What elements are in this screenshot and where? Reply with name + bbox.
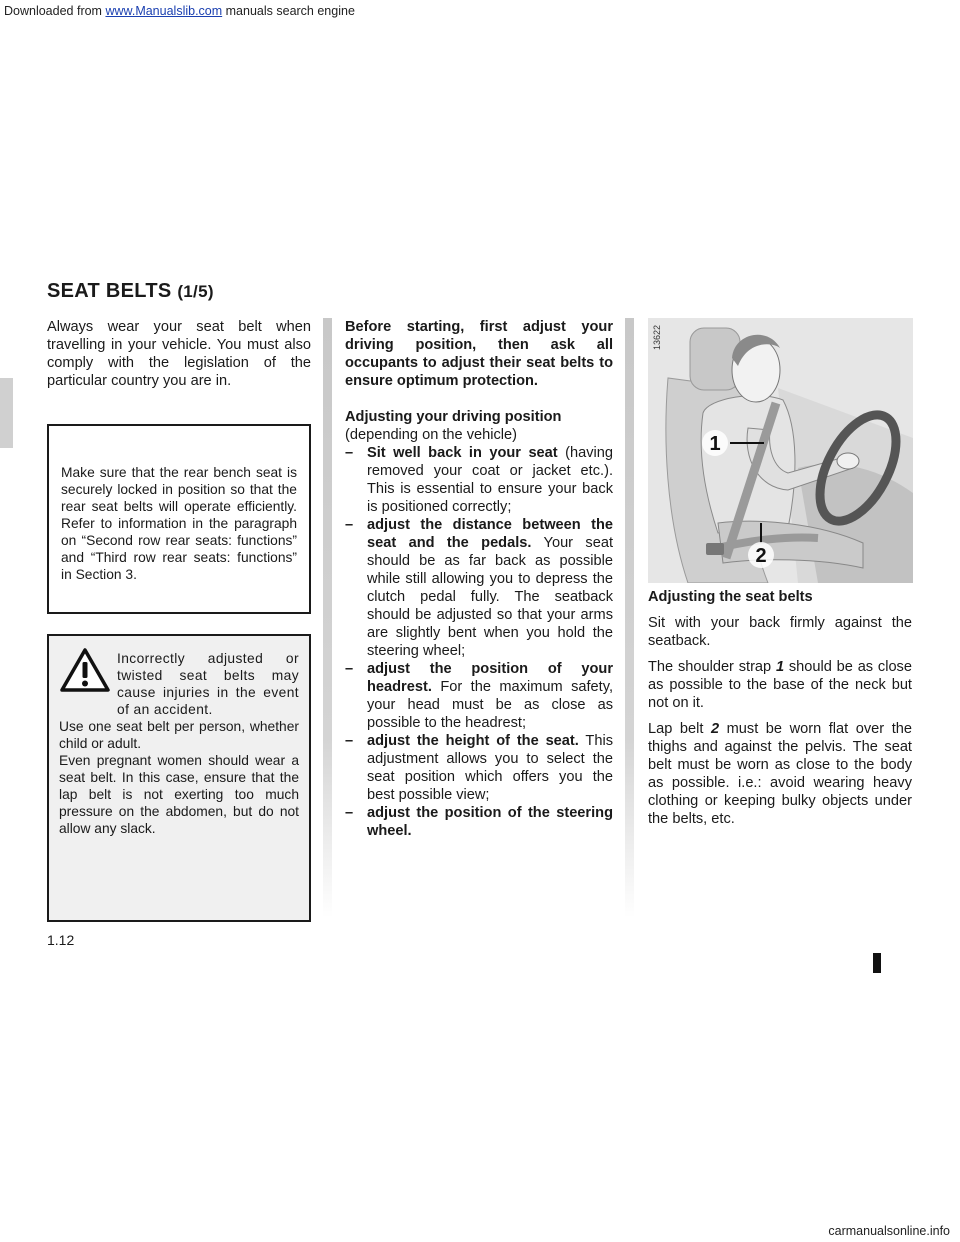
list-dash: – — [345, 805, 354, 821]
callout-2-label: 2 — [755, 545, 767, 567]
page-number: 1.12 — [47, 932, 75, 948]
driver-drawing — [648, 318, 913, 583]
info-box — [47, 424, 311, 614]
list-item-text: (having removed your coat or jacket etc.). This is essential to ensure your back is positioned correctly; — [367, 445, 613, 515]
page-title — [47, 280, 214, 303]
warning-triangle-icon — [59, 646, 111, 694]
p2-text-a: The shoulder strap — [648, 659, 776, 675]
right-paragraph-3 — [648, 720, 912, 828]
download-source-line — [4, 4, 355, 18]
middle-intro: Before starting, first adjust your driving position, then ask all occupants to adjust their seat belts to ensure optimum protection. — [345, 319, 613, 389]
list-dash: – — [345, 733, 354, 749]
p3-ref-number: 2 — [710, 721, 720, 737]
warning-lead: Incorrectly adjusted or twisted seat belts may cause injuries in the event of an accident. — [117, 651, 299, 717]
driving-position-subheading: (depending on the vehicle) — [345, 427, 518, 443]
list-item-text: Your seat should be as far back as possible while still allowing you to depress the clutch pedal fully. The seatback should be adjusted so that your arms are slightly bent when you hold the steering wheel; — [367, 535, 614, 659]
column-divider-left — [323, 318, 332, 918]
p3-text-a: Lap belt — [648, 721, 711, 737]
list-item-bold: adjust the position of the steering wheel. — [367, 805, 613, 839]
driving-position-heading: Adjusting your driving position — [345, 409, 562, 425]
driving-position-section — [345, 318, 613, 840]
right-paragraph-1: Sit with your back firmly against the seatback. — [648, 615, 912, 649]
list-item — [345, 444, 613, 516]
figure-reference-text: 13622 — [652, 324, 662, 350]
p2-ref-number: 1 — [775, 659, 785, 675]
list-item — [345, 516, 613, 660]
callout-1-label: 1 — [709, 433, 721, 455]
page-title-text: SEAT BELTS — [47, 280, 172, 302]
callout-2 — [746, 540, 776, 570]
right-paragraph-2 — [648, 658, 912, 712]
download-prefix: Downloaded from — [4, 4, 106, 18]
warning-line-2: Use one seat belt per person, whether child or adult. — [59, 719, 299, 751]
intro-text: Always wear your seat belt when travelling in your vehicle. You must also comply with the legislation of the particular country you are in. — [47, 319, 311, 389]
section-tab — [0, 378, 13, 448]
seat-belt-adjustment-section — [648, 588, 912, 836]
p2-text-b: should be as close as possible to the base of the neck but not on it. — [648, 659, 912, 711]
list-item-bold: Sit well back in your seat — [367, 445, 558, 461]
info-box-text: Make sure that the rear bench seat is securely locked in position so that the rear seat belts will operate efficiently. Refer to information in the paragraph on “Second row rear seats: functions” and “Third row rear seats: functions” in Section 3. — [61, 465, 297, 582]
list-dash: – — [345, 661, 354, 677]
seat-belt-illustration — [648, 318, 913, 583]
list-item — [345, 804, 613, 840]
page-title-part: (1/5) — [177, 282, 214, 301]
list-item-bold: adjust the height of the seat. — [367, 733, 579, 749]
download-suffix: manuals search engine — [222, 4, 355, 18]
list-item-text: This adjustment allows you to select the seat position which offers you the best possible view; — [367, 733, 613, 803]
list-item-bold: adjust the distance between the seat and the pedals. — [367, 517, 613, 551]
list-dash: – — [345, 517, 354, 533]
corner-mark — [873, 953, 881, 973]
manualslib-link[interactable]: www.Manualslib.com — [105, 4, 223, 18]
column-divider-right — [625, 318, 634, 918]
p3-text-b: must be worn flat over the thighs and against the pelvis. The seat belt must be worn as close to the body as possible. i.e.: avoid wearing heavy clothing or keeping bulky objects under the belts, etc. — [648, 721, 912, 827]
seat-belts-heading: Adjusting the seat belts — [648, 589, 813, 605]
list-item-bold: adjust the position of your headrest. — [367, 661, 613, 695]
intro-paragraph — [47, 318, 311, 390]
callout-1 — [700, 428, 730, 458]
footer-watermark: carmanualsonline.info — [828, 1224, 950, 1238]
list-item-text: For the maximum safety, your head must be as close as possible to the headrest; — [367, 679, 613, 731]
list-item — [345, 660, 613, 732]
warning-box — [47, 634, 311, 922]
list-dash: – — [345, 445, 354, 461]
list-item — [345, 732, 613, 804]
warning-line-3: Even pregnant women should wear a seat belt. In this case, ensure that the lap belt is not exerting too much pressure on the abdomen, but do not allow any slack. — [59, 753, 299, 836]
figure-reference-number — [650, 318, 664, 352]
